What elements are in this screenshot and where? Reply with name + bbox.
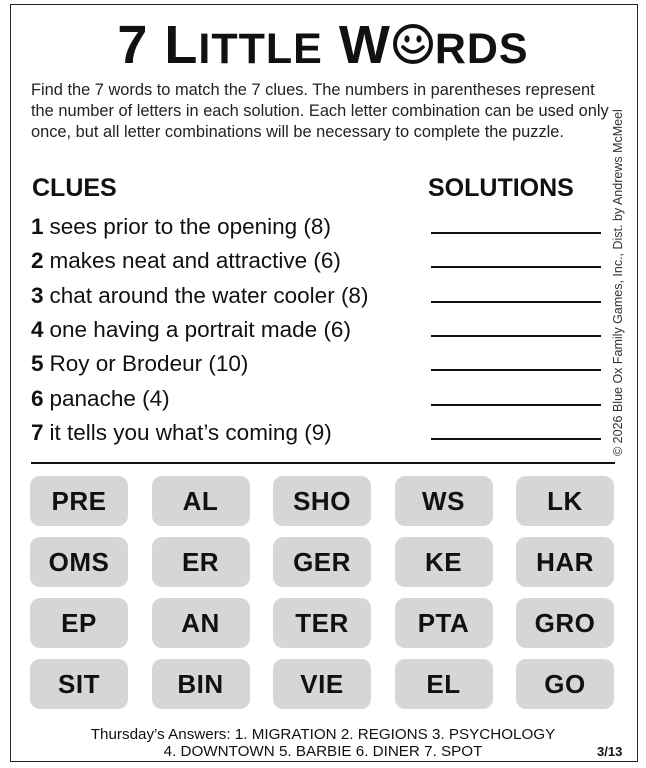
- previous-answers: [0, 726, 646, 760]
- title-word1-initial: L: [164, 15, 199, 75]
- solution-blank[interactable]: [431, 369, 601, 371]
- clues-header: CLUES: [32, 174, 117, 202]
- title-word2-rest: RDS: [434, 25, 529, 73]
- clue-row: [31, 279, 601, 313]
- letter-tile[interactable]: TER: [273, 598, 371, 648]
- solution-blank[interactable]: [431, 404, 601, 406]
- letter-tile[interactable]: PRE: [30, 476, 128, 526]
- letter-tile[interactable]: EL: [395, 659, 493, 709]
- clue-row: [31, 210, 601, 244]
- letter-tile[interactable]: LK: [516, 476, 614, 526]
- clue-number: 1: [31, 214, 44, 239]
- smiley-face-icon: [392, 23, 434, 65]
- puzzle-date: 3/13: [597, 744, 623, 759]
- clue-text: [31, 317, 351, 343]
- letter-tile[interactable]: ER: [152, 537, 250, 587]
- letter-tile[interactable]: SIT: [30, 659, 128, 709]
- clue-text: [31, 214, 331, 240]
- clue-row: [31, 347, 601, 381]
- clue-description: makes neat and attractive (6): [49, 248, 341, 274]
- puzzle-title: [117, 14, 528, 76]
- clue-description: Roy or Brodeur (10): [49, 351, 249, 377]
- clue-text: [31, 283, 368, 309]
- letter-tile[interactable]: OMS: [30, 537, 128, 587]
- clue-text: [31, 351, 248, 377]
- copyright-credit: © 2026 Blue Ox Family Games, Inc., Dist. by Andrews McMeel: [611, 109, 625, 456]
- title-word1-rest: ITTLE: [198, 25, 323, 73]
- clue-number: 3: [31, 282, 44, 308]
- clue-description: one having a portrait made (6): [49, 316, 351, 342]
- letter-tile[interactable]: AN: [152, 598, 250, 648]
- letter-tile[interactable]: GRO: [516, 598, 614, 648]
- solution-blank[interactable]: [431, 301, 601, 303]
- solution-blank[interactable]: [431, 335, 601, 337]
- letter-tile[interactable]: EP: [30, 598, 128, 648]
- letter-tile[interactable]: BIN: [152, 659, 250, 709]
- answers-line-1: Thursday’s Answers: 1. MIGRATION 2. REGIONS 3. PSYCHOLOGY: [90, 726, 556, 743]
- solution-blank[interactable]: [431, 266, 601, 268]
- clue-row: [31, 313, 601, 347]
- letter-tile[interactable]: WS: [395, 476, 493, 526]
- clue-number: 6: [31, 385, 44, 411]
- clue-row: [31, 416, 601, 450]
- letter-tile[interactable]: SHO: [273, 476, 371, 526]
- letter-tile[interactable]: HAR: [516, 537, 614, 587]
- title-word2-initial: W: [338, 15, 391, 75]
- answers-line-2: 4. DOWNTOWN 5. BARBIE 6. DINER 7. SPOT: [163, 743, 483, 760]
- clue-description: panache (4): [49, 385, 170, 411]
- title-area: [0, 10, 646, 80]
- letter-tile[interactable]: GER: [273, 537, 371, 587]
- letter-tile[interactable]: VIE: [273, 659, 371, 709]
- clue-description: it tells you what’s coming (9): [49, 419, 332, 445]
- letter-tile[interactable]: KE: [395, 537, 493, 587]
- clue-number: 7: [31, 419, 44, 445]
- clue-description: chat around the water cooler (8): [49, 282, 369, 308]
- solutions-header: SOLUTIONS: [428, 174, 574, 202]
- clue-number: 4: [31, 316, 44, 342]
- instructions-text: Find the 7 words to match the 7 clues. The numbers in parentheses represent the number of letters in each solution. Each letter combination can be used only once, but all letter combinations will be necessary to complete the puzzle.: [31, 81, 609, 141]
- letter-tile[interactable]: AL: [152, 476, 250, 526]
- clue-text: [31, 248, 341, 274]
- letter-tile[interactable]: GO: [516, 659, 614, 709]
- letter-tile[interactable]: PTA: [395, 598, 493, 648]
- clue-number: 5: [31, 351, 44, 377]
- divider-line: [31, 462, 615, 464]
- clue-row: [31, 382, 601, 416]
- clue-number: 2: [31, 248, 44, 274]
- solution-blank[interactable]: [431, 232, 601, 234]
- clue-text: [31, 386, 170, 412]
- clue-text: [31, 420, 332, 446]
- clue-row: [31, 244, 601, 278]
- clue-description: sees prior to the opening (8): [49, 214, 331, 239]
- title-digit: 7: [117, 15, 149, 75]
- solution-blank[interactable]: [431, 438, 601, 440]
